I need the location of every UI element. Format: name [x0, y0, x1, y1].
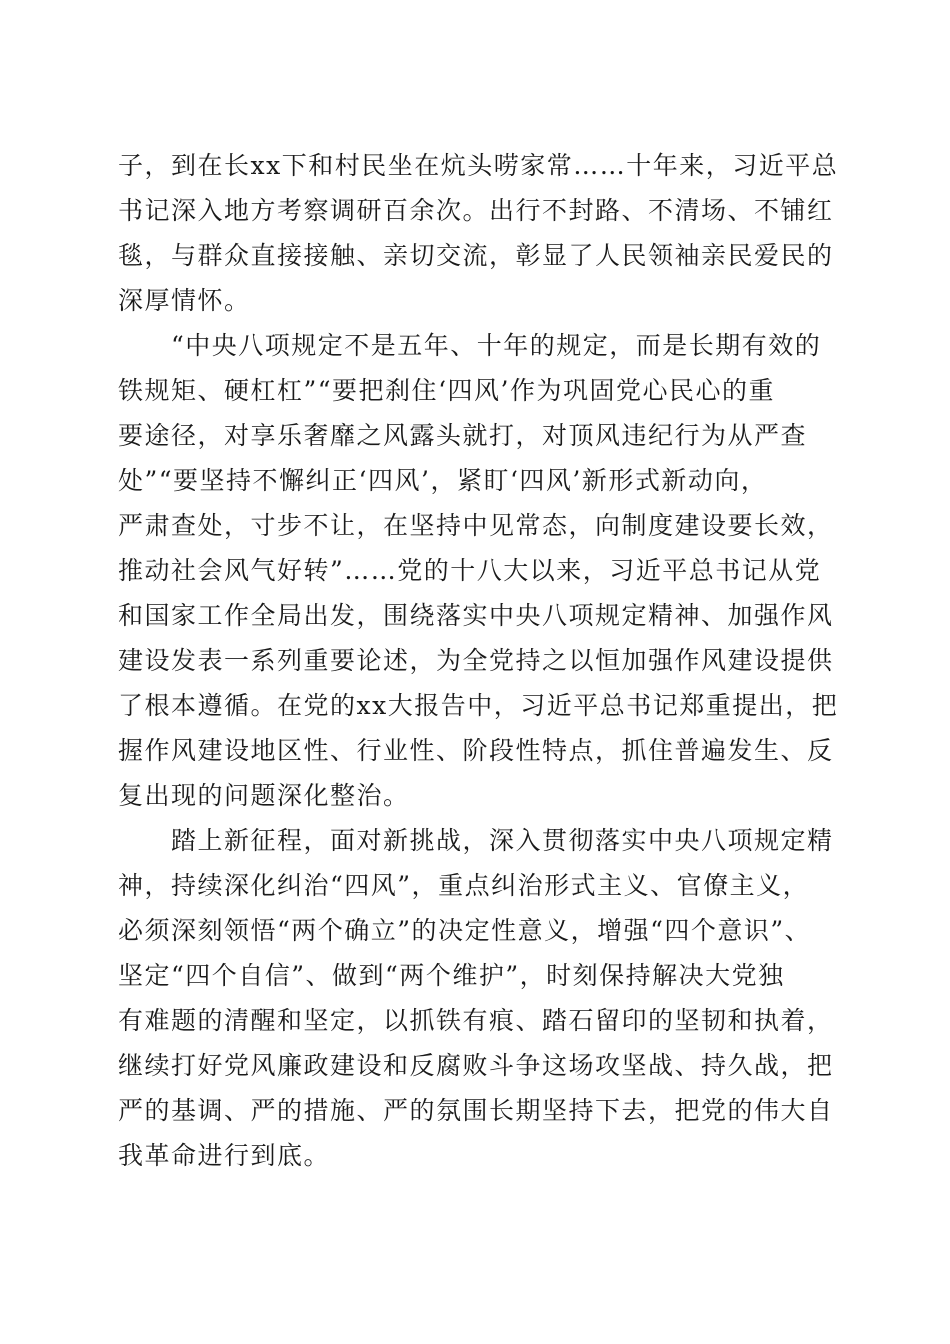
- text-line: 严的基调、严的措施、严的氛围长期坚持下去，把党的伟大自: [118, 1096, 834, 1125]
- text-line: 坚定“四个自信”、做到“两个维护”，时刻保持解决大党独: [118, 961, 785, 990]
- text-line: 继续打好党风廉政建设和反腐败斗争这场攻坚战、持久战，把: [118, 1051, 834, 1080]
- paragraph-2: [118, 323, 838, 818]
- document-body: [118, 143, 838, 1178]
- text-line: 严肃查处，寸步不让，在坚持中见常态，向制度建设要长效，: [118, 511, 834, 540]
- text-line: 神，持续深化纠治“四风”，重点纠治形式主义、官僚主义，: [118, 871, 810, 900]
- text-line: 推动社会风气好转”……党的十八大以来，习近平总书记从党: [118, 556, 822, 585]
- text-line: 铁规矩、硬杠杠”“要把刹住‘四风’作为巩固党心民心的重: [118, 376, 775, 405]
- text-line: 踏上新征程，面对新挑战，深入贯彻落实中央八项规定精: [118, 826, 834, 855]
- paragraph-1: [118, 143, 838, 323]
- text-line: 毯，与群众直接接触、亲切交流，彰显了人民领袖亲民爱民的: [118, 241, 834, 270]
- text-line: 我革命进行到底。: [118, 1141, 331, 1170]
- text-line: 建设发表一系列重要论述，为全党持之以恒加强作风建设提供: [118, 646, 834, 675]
- text-line: 书记深入地方考察调研百余次。出行不封路、不清场、不铺红: [118, 196, 834, 225]
- text-line: 了根本遵循。在党的xx大报告中，习近平总书记郑重提出，把: [118, 691, 839, 720]
- text-line: “中央八项规定不是五年、十年的规定，而是长期有效的: [118, 331, 822, 360]
- text-line: 深厚情怀。: [118, 286, 251, 315]
- text-line: 必须深刻领悟“两个确立”的决定性意义，增强“四个意识”、: [118, 916, 812, 945]
- text-line: 和国家工作全局出发，围绕落实中央八项规定精神、加强作风: [118, 601, 834, 630]
- text-line: 复出现的问题深化整治。: [118, 781, 410, 810]
- text-line: 握作风建设地区性、行业性、阶段性特点，抓住普遍发生、反: [118, 736, 834, 765]
- text-line: 子，到在长xx下和村民坐在炕头唠家常……十年来，习近平总: [118, 151, 839, 180]
- text-line: 要途径，对享乐奢靡之风露头就打，对顶风违纪行为从严查: [118, 421, 808, 450]
- text-line: 有难题的清醒和坚定，以抓铁有痕、踏石留印的坚韧和执着，: [118, 1006, 834, 1035]
- text-line: 处”“要坚持不懈纠正‘四风’，紧盯‘四风’新形式新动向，: [118, 466, 768, 495]
- paragraph-3: [118, 818, 838, 1178]
